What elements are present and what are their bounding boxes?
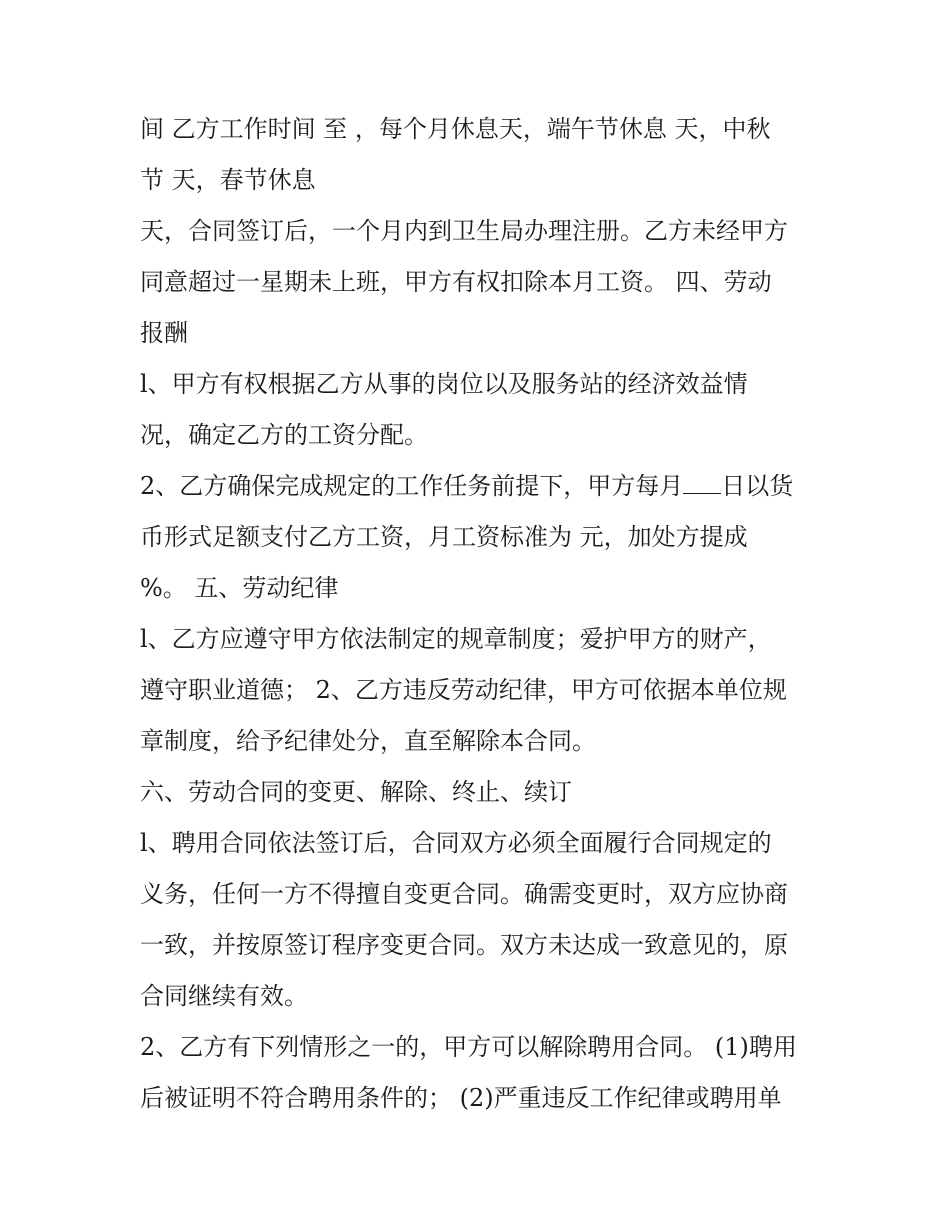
text-line: 一致，并按原签订程序变更合同。双方未达成一致意见的，原 (140, 931, 788, 959)
text-line: 间 乙方工作时间 至 ，每个月休息天，端午节休息 天，中秋 (140, 115, 771, 143)
text-line: 后被证明不符合聘用条件的； (2)严重违反工作纪律或聘用单 (140, 1084, 782, 1112)
text-line: l、乙方应遵守甲方依法制定的规章制度；爱护甲方的财产， (140, 625, 772, 653)
text-line: l、聘用合同依法签订后，合同双方必须全面履行合同规定的 (140, 829, 772, 857)
text-line: 况，确定乙方的工资分配。 (140, 421, 428, 449)
fill-in-blank (683, 471, 721, 494)
text-line: 义务，任何一方不得擅自变更合同。确需变更时，双方应协商 (140, 880, 788, 908)
text-segment: 日以货 (721, 472, 794, 500)
text-line: 节 天，春节休息 (140, 166, 316, 194)
text-line: %。 五、劳动纪律 (140, 574, 339, 602)
text-segment: 2、乙方确保完成规定的工作任务前提下，甲方每月 (140, 472, 684, 500)
text-line: 合同继续有效。 (140, 982, 308, 1010)
text-line: 章制度，给予纪律处分，直至解除本合同。 (140, 727, 596, 755)
text-line (140, 470, 793, 502)
text-line: 遵守职业道德； 2、乙方违反劳动纪律，甲方可依据本单位规 (140, 676, 787, 704)
section-heading: 六、劳动合同的变更、解除、终止、续订 (140, 778, 572, 806)
text-line: 天，合同签订后，一个月内到卫生局办理注册。乙方未经甲方 (140, 217, 788, 245)
text-line: 同意超过一星期未上班，甲方有权扣除本月工资。 四、劳动 (140, 268, 772, 296)
text-line: 报酬 (140, 319, 188, 347)
text-line: 2、乙方有下列情形之一的，甲方可以解除聘用合同。 (1)聘用 (140, 1033, 797, 1061)
text-line: l、甲方有权根据乙方从事的岗位以及服务站的经济效益情 (140, 370, 748, 398)
text-line: 币形式足额支付乙方工资，月工资标准为 元，加处方提成 (140, 523, 748, 551)
